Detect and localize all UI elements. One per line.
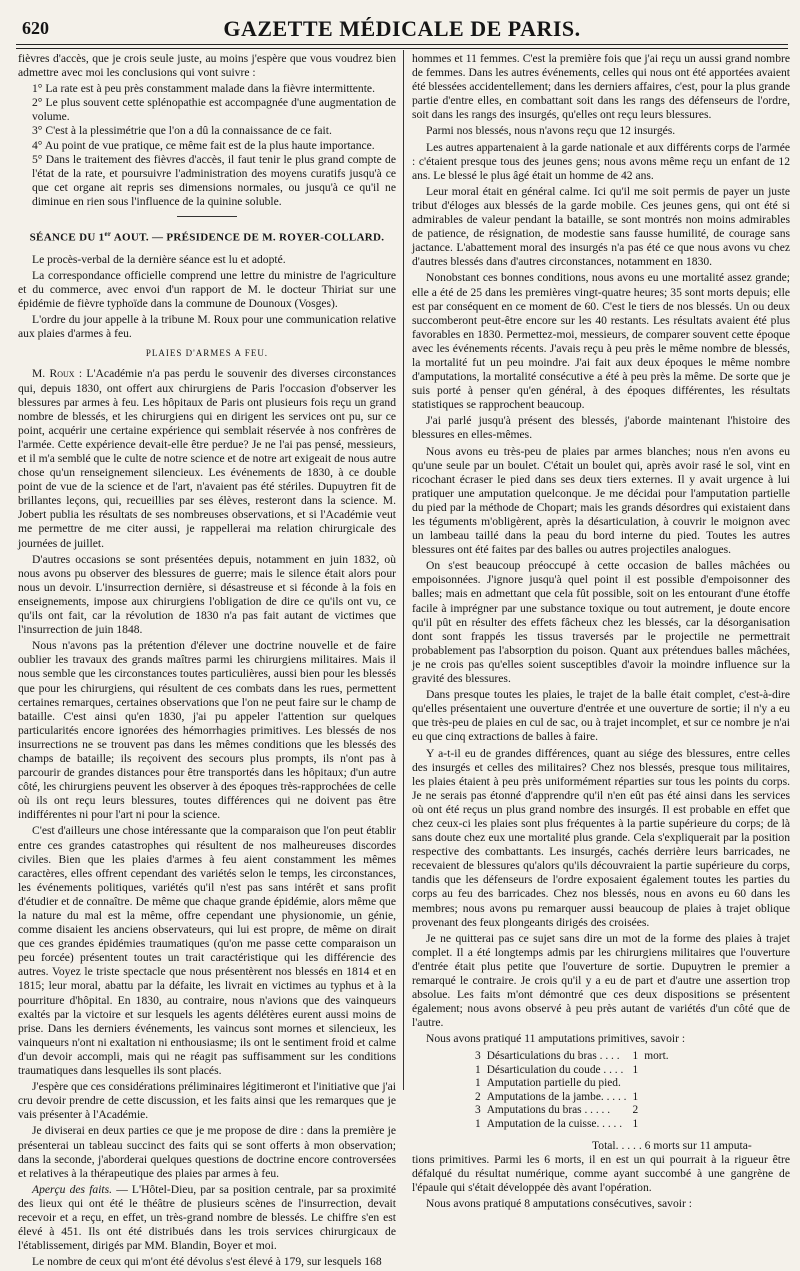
table-cell-dead: 1 (632, 1090, 639, 1103)
conclusion-item: 3° C'est à la plessimétrie que l'on a dû la connaissance de ce fait. (32, 124, 332, 138)
paragraph: Nonobstant ces bonnes conditions, nous avons eu une mortalité assez grande; elle a été de 25 dans les premières vingt-quatre heures; 35 sont morts depuis; elle est par conséquent en ce moment de 60. C'est le tiers de nos blessés. Un ou deux succomberont peut-être encore sur les 40 restants. Les résultats avaient été plus favorables en 1830. Permettez-moi, messieurs, de comparer souvent cette époque avec les événements récents. J'avais reçu à peu près le même nombre de blessés, la mortalité fut un peu moindre. J'ai fait aux deux époques le même nombre d'amputations, la mortalité consécutive a été à peu près la même. De sorte que je suis porté à penser qu'en général, à des époques différentes, les résultats statistiques se rapprochent beaucoup. (412, 271, 790, 412)
table-cell-label: Amputations du bras . . . . . (486, 1104, 611, 1117)
left-column (18, 52, 396, 1271)
table-cell-word (641, 1077, 671, 1090)
intro-paragraph: fièvres d'accès, que je crois seule juste, au moins j'espère que vous voudrez bien admettre avec moi les conclusions qui vont suivre : (18, 52, 396, 80)
article-subheading: PLAIES D'ARMES A FEU. (145, 348, 269, 359)
table-cell-word (641, 1064, 671, 1077)
table-cell-label: Désarticulation du coude . . . . (486, 1063, 624, 1076)
conclusion-item: 4° Au point de vue pratique, ce même fait est de la plus haute importance. (32, 138, 375, 152)
paragraph: J'espère que ces considérations préliminaires légitimeront et l'initiative que j'ai cru devoir prendre de cette discussion, et les faits ainsi que les remarques que je vais présenter à l'Académie. (18, 1080, 396, 1122)
table-cell-n: 1 (475, 1117, 481, 1130)
table-row (472, 1104, 672, 1117)
paragraph: C'est d'ailleurs une chose intéressante que la comparaison que l'on peut établir entre ces grandes catastrophes qui résultent de nos malheureuses discordes civiles. Bien que les plaies d'armes à feu aient constamment les mêmes caractères, elles offrent cependant des variétés selon le temps, les circonstances, les événements politiques, variétés qu'il n'est pas sans intérêt et sans profit d'étudier et de connaître. De même que chaque grande épidémie, alors même que la nature du mal est la même, offre cependant une physionomie, un génie, comme disaient les anciens observateurs, qui lui est propre, de même on dirait que ces grandes épidémies traumatiques (qu'on me passe cette comparaison un peu forcée) présentent toutes un trait caractéristique qui les différencie des autres. Voyez le triste spectacle que nous présentèrent nos blessés en 1814 et en 1815; leur moral, abattu par la défaite, les livrait en victimes au typhus et à la pourriture d'hôpital. En 1830, au contraire, nous n'avions que des vainqueurs exaltés par la victoire et sur lesquels les agents délétères eurent aussi moins de prise. Dans les derniers événements, les vaincus sont mornes et silencieux, les vainqueurs n'ont ni exaltation ni enthousiasme; ils ont le sentiment froid et calme d'un devoir accompli, mais qui ne réagit pas suffisamment sur les conditions traumatiques dans lesquelles ils sont placés. (18, 824, 396, 1078)
conclusion-item: 5° Dans le traitement des fièvres d'accès, il faut tenir le plus grand compte de l'état de la rate, et poursuivre l'administration des moyens curatifs jusqu'à ce que cet organe ait repris ses dimensions normales, ou jusqu'à ce qu'il ne diminue en rien sous l'influence de la quinine soluble. (32, 152, 396, 208)
ordre-du-jour: L'ordre du jour appelle à la tribune M. Roux pour une communication relative aux plaies d'armes à feu. (18, 313, 396, 341)
table-cell-word (641, 1104, 671, 1117)
column-divider (403, 50, 404, 1090)
table-cell-dead (630, 1077, 642, 1090)
table-cell-dead: 2 (632, 1104, 639, 1117)
table-cell-n: 3 (475, 1050, 481, 1063)
conclusion-item: 1° La rate est à peu près constamment malade dans la fièvre intermittente. (32, 82, 375, 96)
table-cell-n: 2 (475, 1090, 481, 1103)
paragraph: Nous n'avons pas la prétention d'élever une doctrine nouvelle et de faire oublier les travaux des grands maîtres parmi les chirurgiens militaires. Mais il nous semble que les circonstances toutes particulières, aussi bien pour les blessés que pour les chirurgiens, qui résultent de ces combats dans les rues, permettent certaines remarques, certaines observations que l'on ne peut faire sur le champ de bataille. C'est ainsi qu'en 1830, j'ai pu appeler l'attention sur quelques particularités encore ignorées des hémorrhagies primitives. Les blessés de nos insurrections ne se trouvent pas dans les mêmes conditions que les blessés des champs de bataille; ils reçoivent des secours plus prompts, ils n'ont pas à parcourir de grandes distances pour être transportés dans les hôpitaux; d'un autre côté, les chirurgiens peuvent les observer à des époques très-rapprochées de celle où ils ont reçu leurs blessures, toutes différences qui ne doivent pas être indifférentes ni pour l'art ni pour la science. (18, 639, 396, 822)
table-cell-label: Amputation partielle du pied. (486, 1077, 621, 1090)
paragraph: Parmi nos blessés, nous n'avons reçu que 12 insurgés. (426, 124, 676, 138)
table-cell-word (641, 1118, 671, 1131)
paragraph: Les autres appartenaient à la garde nationale et aux différents corps de l'armée : c'étaient presque tous des jeunes gens; nous avons même reçu un enfant de 12 ans. Le blessé le plus âgé était un homme de 42 ans. (412, 140, 790, 182)
table-cell-dead: 1 (632, 1063, 639, 1076)
table-row (472, 1091, 672, 1104)
table-cell-n: 3 (475, 1104, 481, 1117)
paragraph: On s'est beaucoup préoccupé à cette occasion de balles mâchées ou empoisonnées. J'ignore jusqu'à quel point il est possible d'empoisonner des balles; mais en admettant que cela fût possible, soit on les entourant d'une étoffe facile à imprégner par une substance toxique ou tout autrement, je doute encore qu'il pût en résulter des effets fâcheux chez les blessés, car la désorganisation dont sont frappés les tissus traversés par le projectile ne permettrait probablement pas l'absorption du poison. Quant aux prétendues balles mâchées, je ne crois pas qu'elles soient susceptibles d'avoir la moindre influence sur la gravité des blessures. (412, 559, 790, 686)
page-header (18, 14, 786, 40)
conclusion-item: 2° Le plus souvent cette splénopathie est accompagnée d'une augmentation de volume. (32, 96, 396, 124)
apercu-paragraph: Aperçu des faits. — L'Hôtel-Dieu, par sa position centrale, par sa proximité des lieux qui ont été le théâtre de plusieurs scènes de l'insurrection, devait recevoir et a reçu, en effet, un très-grand nombre de blessés. Le chiffre s'en est élevé à 451. Ils ont été distribués dans les trois services chirurgicaux de l'établissement, dirigés par MM. Blandin, Boyer et moi. (18, 1182, 396, 1253)
table-cell-label: Amputation de la cuisse. . . . . (486, 1117, 623, 1130)
paragraph: tions primitives. Parmi les 6 morts, il en est un qui pourrait à la rigueur être défalqué du résultat numérique, comme ayant succombé à une gangrène de l'épaule qui s'était développée dès avant l'opération. (412, 1153, 790, 1195)
table-cell-dead: 1 (632, 1117, 639, 1130)
table-cell-n: 1 (475, 1077, 481, 1090)
paragraph: Y a-t-il eu de grandes différences, quant au siége des blessures, entre celles des insurgés et celles des militaires? Chez nos blessés, presque tous militaires, les plaies étaient à peu près uniformément réparties sur tous les points du corps. Je ne serais pas étonné d'apprendre qu'il n'en eût pas été ainsi dans les services où ont été reçus un plus grand nombre des insurgés. Il est probable en effet que chez ceux-ci les plaies sont plus fréquentes à la partie supérieure du corps; de là sans doute chez eux une mortalité plus grande. Cela s'expliquerait par la position respective des combattants. Les insurgés, cachés derrière leurs barricades, ne recevaient de blessures qu'alors qu'ils découvraient la partie supérieure du corps, tandis que les défenseurs de l'ordre exposaient également toutes les parties du corps au feu des barricades. Chez nos blessés, nous en avons eu 60 dans les membres; nous avons pu remarquer aussi beaucoup de plaies à trajet oblique provenant des feux plongeants dirigés des croisées. (412, 746, 790, 929)
header-rule (16, 44, 788, 45)
table-cell-word (641, 1091, 671, 1104)
seance-heading: SÉANCE DU 1er AOUT. — PRÉSIDENCE DE M. ROYER-COLLARD. (29, 230, 385, 244)
table-cell-label: Désarticulations du bras . . . . (486, 1050, 620, 1063)
paragraph: Dans presque toutes les plaies, le trajet de la balle était complet, c'est-à-dire qu'elles présentaient une ouverture d'entrée et une ouverture de sortie; il n'y a eu que très-peu de plaies en cul de sac, ou à trajet incomplet, et sur ce nombre je n'ai eu que cinq extractions de balles à faire. (412, 688, 790, 744)
table-row (472, 1118, 672, 1131)
paragraph: Leur moral était en général calme. Ici qu'il me soit permis de payer un juste tribut d'éloges aux blessés de la garde mobile. Ces jeunes gens, qui ont été si admirables de valeur pendant la bataille, se sont montrés non moins admirables de patience, de résignation, de modestie sans fausse humilité, de courage sans jactance. L'abattement moral des insurgés n'a pas été ce que nous avons vu chez d'autres blessés dans d'autres circonstances, notamment en 1830. (412, 184, 790, 269)
correspondance: La correspondance officielle comprend une lettre du ministre de l'agriculture et du commerce, avec envoi d'un rapport de M. le docteur Thiriat sur une épidémie de fièvre typhoïde dans la commune de Dounoux (Vosges). (18, 268, 396, 311)
speaker-name: M. Roux (32, 367, 75, 381)
right-column (412, 52, 790, 1213)
apercu-title: Aperçu des faits. (32, 1182, 113, 1196)
amputation-table (472, 1050, 672, 1130)
total-line: Total. . . . . 6 morts sur 11 amputa- (592, 1138, 752, 1152)
page-number: 620 (22, 18, 49, 38)
table-cell-word: mort. (644, 1050, 669, 1063)
table-cell-n: 1 (475, 1063, 481, 1076)
section-separator (177, 216, 237, 217)
proces-verbal: Le procès-verbal de la dernière séance est lu et adopté. (32, 252, 286, 266)
table-cell-label: Amputations de la jambe. . . . . (486, 1090, 627, 1103)
paragraph: Je ne quitterai pas ce sujet sans dire un mot de la forme des plaies à trajet complet. Il a été longtemps admis par les chirurgiens militaires que l'ouverture d'entrée était plus petite que l'ouverture de sortie. Dupuytren le premier a remarqué le contraire. Je crois qu'il y a eu de part et d'autre une assertion trop absolue. Les faits m'ont démontré que ces deux dispositions se présentent également; nous avons observé à peu près autant de variétés d'un côté que de l'autre. (412, 931, 790, 1030)
table-cell-dead: 1 (632, 1050, 639, 1063)
paragraph: hommes et 11 femmes. C'est la première fois que j'ai reçu un aussi grand nombre de femmes. Dans les autres événements, celles qui nous ont été apportées avaient été blessées accidentellement; dans les derniers affaires, c'est, pour la plus grande partie d'entre elles, en combattant soit dans les rangs des défenseurs de l'ordre, soit dans les rangs des insurgés, qu'elles ont reçu leurs blessures. (412, 52, 790, 122)
paragraph: Nous avons eu très-peu de plaies par armes blanches; nous n'en avons eu qu'une seule par un boulet. C'était un boulet qui, après avoir rasé le sol, vint en ricochant écraser le pied dans ses deux tiers externes. Il y avait urgence à lui pratiquer une amputation quelconque. Je me décidai pour l'amputation partielle du pied par la méthode de Chopart; mais les grands désordres qui existaient dans les téguments m'obligèrent, après la désarticulation, à couvrir le moignon avec un lambeau taillé dans la peau du bord interne du pied. Toutes les autres blessures ont été faites par des balles ou autres projectiles analogues. (412, 444, 790, 557)
paragraph: Le nombre de ceux qui m'ont été dévolus s'est élevé à 179, sur lesquels 168 (32, 1255, 382, 1269)
paragraph: J'ai parlé jusqu'à présent des blessés, j'aborde maintenant l'histoire des blessures en elles-mêmes. (412, 414, 790, 442)
journal-title: GAZETTE MÉDICALE DE PARIS. (223, 16, 581, 41)
table-row (472, 1050, 672, 1063)
roux-paragraph: M. Roux : L'Académie n'a pas perdu le souvenir des diverses circonstances qui, depuis 1830, ont offert aux chirurgiens de Paris l'occasion d'observer les blessures par armes à feu. Les hôpitaux de Paris ont plusieurs fois reçu un grand nombre de blessés, et les chirurgiens qui en dirigent les services ont pu, sur ce point, acquérir une certaine expérience qui semblait réservée à nos confrères de l'armée. Cette expérience devait-elle être perdue? Je ne l'ai pas pensé, messieurs, et il m'a semblé que le culte de notre science et de notre art exigeait de nous autre chose qu'un renseignement silencieux. Les événements de 1830, à ce double point de vue de la science et de l'art, n'avaient pas été stériles. Dupuytren fit de brillantes leçons, qui, recueillies par ses élèves, resteront dans la science. M. Jobert publia les résultats de ses nombreuses observations, et si l'Académie veut me permettre de me citer aussi, je rappellerai ma relation chirurgicale des journées de juillet. (18, 367, 396, 550)
table-row (472, 1064, 672, 1077)
paragraph: Je diviserai en deux parties ce que je me propose de dire : dans la première je présenterai un tableau succinct des faits qui se sont offerts à mon observation; dans la seconde, j'aborderai quelques questions de doctrine encore controversées et relatives à la thérapeutique des plaies par armes à feu. (18, 1124, 396, 1180)
table-row (472, 1077, 672, 1090)
paragraph: Nous avons pratiqué 11 amputations primitives, savoir : (426, 1032, 686, 1046)
paragraph: Nous avons pratiqué 8 amputations consécutives, savoir : (426, 1197, 692, 1211)
header-rule-thin (16, 48, 788, 49)
paragraph: D'autres occasions se sont présentées depuis, notamment en juin 1832, où nous avons pu observer des blessures de guerre; mais le silence était alors pour nous un devoir. L'insurrection dernière, si désastreuse et si féconde à la fois en enseignements, impose aux chirurgiens l'obligation de dire ce qu'ils ont vu, ce qu'ils ont fait, car la révolution de 1830 n'a pas fait autant de victimes que l'insurrection de juin 1848. (18, 552, 396, 637)
